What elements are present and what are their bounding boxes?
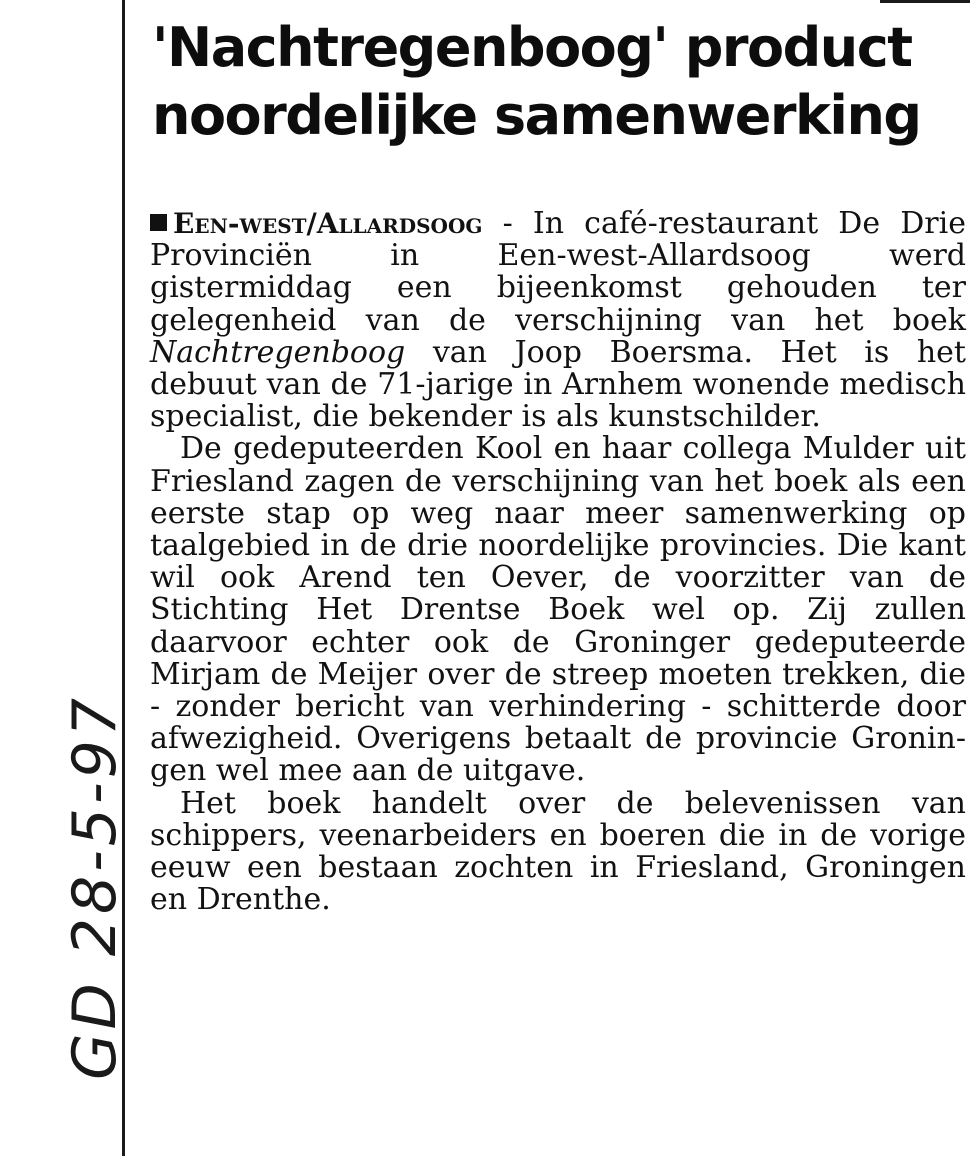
book-title: Nachtregenboog [150,334,406,370]
bullet-square-icon [150,214,167,231]
paragraph-1-text-a: In café-restaurant De Drie Provinciën in Een-west-Allardsoog werd gistermiddag een bijeenkomst gehouden ter gelegenheid van de verschijning van het boek [150,206,966,338]
dateline-separator: - [482,206,533,241]
article-body [150,208,966,916]
paragraph-3: Het boek handelt over de belevenissen van schippers, veenarbeiders en boeren die in de vorige eeuw een bestaan zochten in Friesland, Groningen en Drenthe. [150,785,966,918]
paragraph-1-text-b: van Joop Boersma. Het is het debuut van de 71-jarige in Arnhem wonende medisch specialist, die bekender is als kunstschilder. [150,334,966,435]
paragraph-1 [150,208,966,433]
handwritten-date-annotation: GD 28-5-97 [60,694,130,1080]
headline-line-1: 'Nachtregenboog' product [152,16,912,79]
paragraph-2: De gedeputeerden Kool en haar collega Mulder uit Friesland zagen de verschijning van het boek als een eerste stap op weg naar meer samenwerking op taalgebied in de drie noordelijke provincies. Die kant wil ook Arend ten Oever, de voorzitter van de Stichting Het Drentse Boek wel op. Zij zullen daarvoor echter ook de Groninger gedeputeerde Mirjam de Meijer over de streep moeten trekken, die - zonder bericht van verhindering - schitterde door afwezigheid. Overigens betaalt de provincie Groningen wel mee aan de uitgave. [150,431,966,789]
top-rule [880,0,970,3]
dateline: Een-west/Allardsoog [173,207,483,240]
headline-line-2: noordelijke samenwerking [152,84,921,147]
article-headline [152,14,962,150]
